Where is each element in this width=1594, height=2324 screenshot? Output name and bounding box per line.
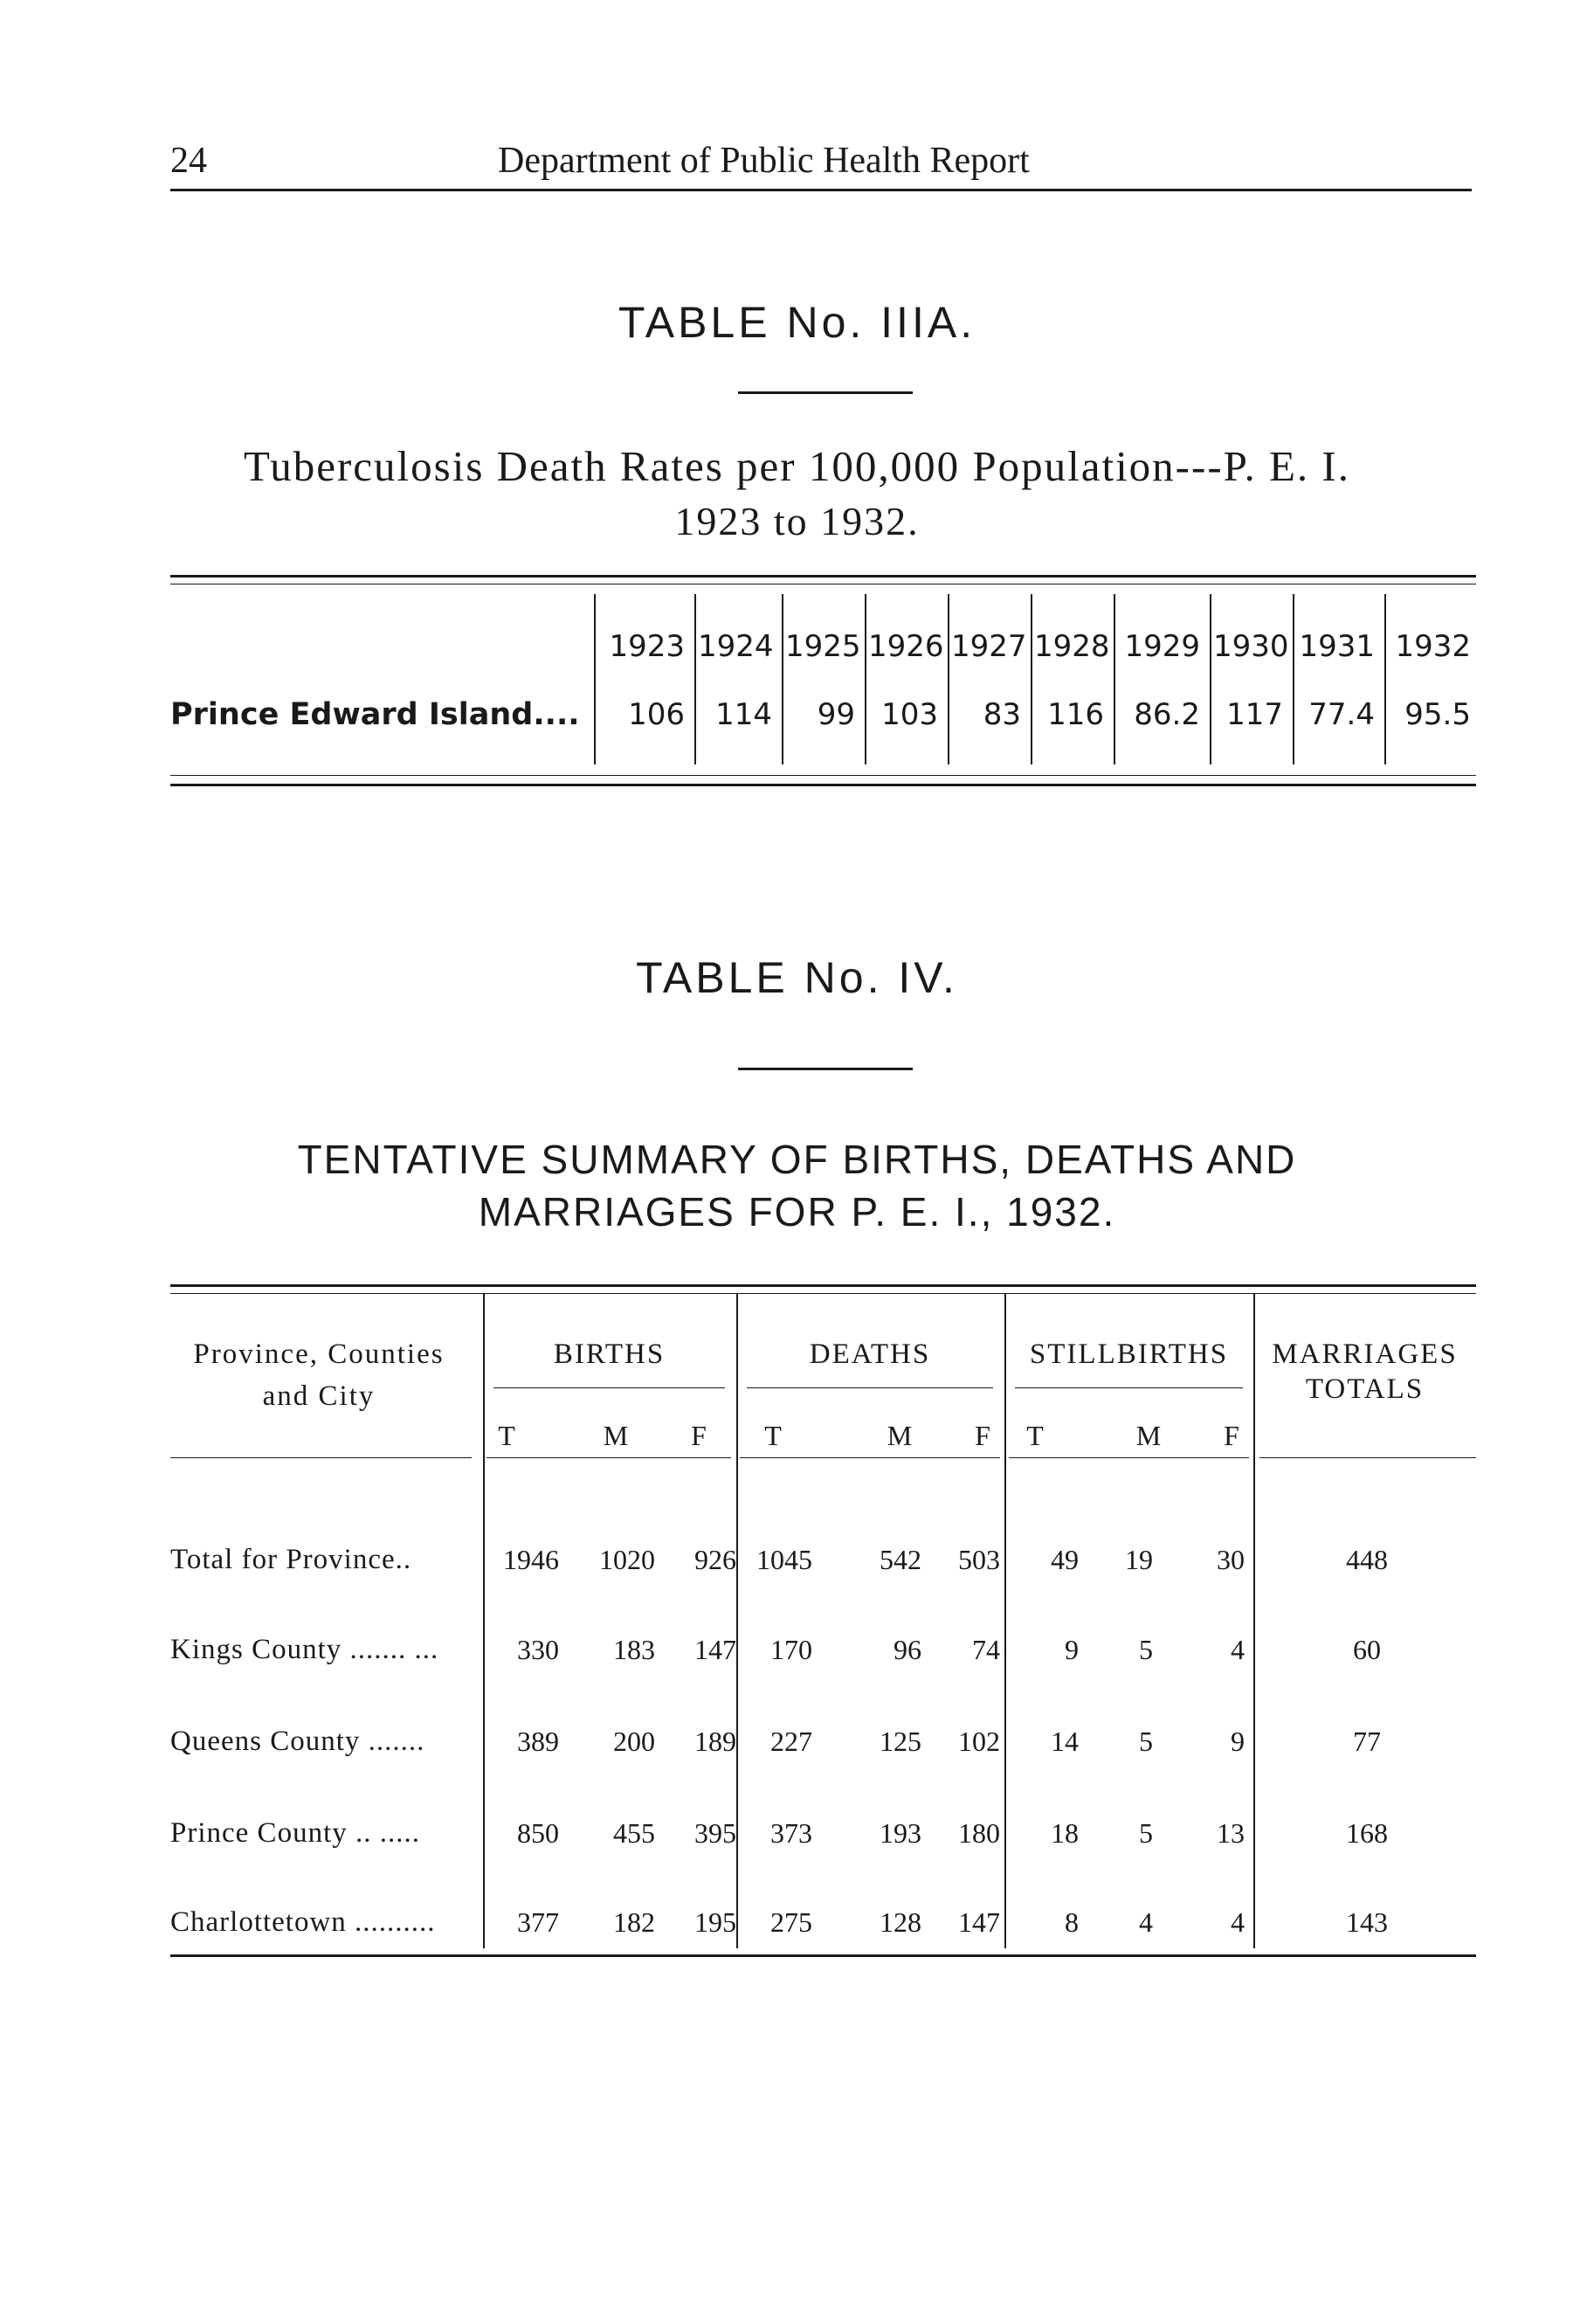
table-4-column-divider — [1004, 1293, 1006, 1948]
table-4-cell: 49 — [1051, 1544, 1079, 1575]
table-4-group-rule — [493, 1387, 725, 1388]
table-4-subheader: F — [1224, 1420, 1239, 1451]
table-4-cell: 147 — [694, 1634, 736, 1665]
table-4-cell: 182 — [613, 1906, 655, 1938]
table-4-cell: 180 — [958, 1817, 1000, 1849]
table-4-cell: 74 — [972, 1634, 1000, 1665]
table-4-cell: 5 — [1139, 1817, 1153, 1849]
table-4-cell: 455 — [613, 1817, 655, 1849]
table-3a-column-divider — [1031, 594, 1032, 764]
table-3a-heading-rule — [738, 391, 913, 394]
table-3a-row-label: Prince Edward Island.... — [170, 697, 580, 732]
table-4-subheader: T — [764, 1420, 782, 1451]
table-4-top-rule-thin — [170, 1293, 1476, 1294]
table-3a-column-divider — [948, 594, 949, 764]
table-3a-column-divider — [594, 594, 596, 764]
table-3a-value: 83 — [983, 697, 1021, 732]
table-4-cell: 195 — [694, 1906, 736, 1938]
table-4-top-rule — [170, 1284, 1476, 1287]
table-3a-year-header: 1925 — [785, 629, 861, 664]
table-4-group-header: DEATHS — [809, 1338, 931, 1370]
table-4-cell: 170 — [770, 1634, 812, 1665]
table-4-heading: TABLE No. IV. — [636, 953, 958, 1002]
header-rule — [170, 189, 1472, 191]
running-header — [170, 131, 1472, 192]
table-3a-column-divider — [1210, 594, 1211, 764]
table-4-subheader: M — [1135, 1420, 1162, 1451]
table-4-marriages-cell: 168 — [1346, 1817, 1388, 1849]
table-4-cell: 389 — [517, 1726, 559, 1757]
table-4-cell: 850 — [517, 1817, 559, 1849]
table-4-group-header: BIRTHS — [553, 1338, 666, 1370]
table-4-subheader: F — [975, 1420, 990, 1451]
table-4-row-label: Charlottetown .......... — [170, 1906, 436, 1938]
table-4-cell: 14 — [1051, 1726, 1079, 1757]
table-4-marriages-header-1: MARRIAGES — [1272, 1338, 1458, 1370]
table-3a-year-header: 1932 — [1395, 629, 1471, 664]
table-4-cell: 5 — [1139, 1634, 1153, 1665]
table-3a-column-divider — [782, 594, 783, 764]
table-3a-year-header: 1930 — [1213, 629, 1289, 664]
table-4-column-divider — [736, 1293, 738, 1948]
table-3a-column-divider — [865, 594, 866, 764]
table-4-cell: 330 — [517, 1634, 559, 1665]
table-4-cell: 5 — [1139, 1726, 1153, 1757]
table-4-cell: 4 — [1231, 1634, 1245, 1665]
table-3a-value: 106 — [628, 697, 685, 732]
page-number: 24 — [170, 141, 207, 181]
table-4-caption-line2: MARRIAGES FOR P. E. I., 1932. — [478, 1189, 1116, 1235]
table-4-cell: 9 — [1065, 1634, 1079, 1665]
table-3a-bottom-rule — [170, 784, 1476, 786]
table-3a-value: 114 — [715, 697, 772, 732]
table-4-subheader: M — [887, 1420, 913, 1451]
table-3a-year-header: 1931 — [1299, 629, 1375, 664]
table-3a-column-divider — [1293, 594, 1294, 764]
table-4-marriages-cell: 77 — [1353, 1726, 1381, 1757]
table-4-cell: 30 — [1217, 1544, 1245, 1575]
table-4-cell: 189 — [694, 1726, 736, 1757]
table-4-cell: 9 — [1231, 1726, 1245, 1757]
table-4-header-rule — [170, 1457, 472, 1458]
table-4-cell: 8 — [1065, 1906, 1079, 1938]
table-3a-year-header: 1924 — [698, 629, 774, 664]
table-4-cell: 128 — [880, 1906, 921, 1938]
table-4-group-rule — [1015, 1387, 1243, 1388]
table-4-header-rule — [486, 1457, 731, 1458]
table-4-cell: 1045 — [756, 1544, 812, 1575]
table-3a-year-header: 1928 — [1034, 629, 1110, 664]
table-4-marriages-cell: 143 — [1346, 1906, 1388, 1938]
table-3a-column-divider — [1384, 594, 1386, 764]
table-3a-top-rule — [170, 575, 1476, 578]
table-4-column-divider — [483, 1293, 485, 1948]
table-4-cell: 275 — [770, 1906, 812, 1938]
table-4-cell: 183 — [613, 1634, 655, 1665]
table-3a-value: 99 — [817, 697, 855, 732]
table-4-cell: 542 — [880, 1544, 921, 1575]
table-4-cell: 200 — [613, 1726, 655, 1757]
table-4-cell: 96 — [894, 1634, 921, 1665]
table-4-cell: 147 — [958, 1906, 1000, 1938]
table-4-row-label: Prince County .. ..... — [170, 1817, 420, 1849]
table-4-cell: 1946 — [503, 1544, 559, 1575]
table-3a-year-header: 1929 — [1124, 629, 1200, 664]
table-4-column-divider — [1253, 1293, 1255, 1948]
table-4-cell: 4 — [1139, 1906, 1153, 1938]
table-3a-value: 117 — [1226, 697, 1283, 732]
table-3a-value: 116 — [1047, 697, 1104, 732]
table-4-marriages-cell: 448 — [1346, 1544, 1388, 1575]
table-4-cell: 125 — [880, 1726, 921, 1757]
table-4-cell: 373 — [770, 1817, 812, 1849]
table-4-cell: 19 — [1125, 1544, 1153, 1575]
table-4-row-label: Kings County ....... ... — [170, 1634, 439, 1665]
table-4-cell: 377 — [517, 1906, 559, 1938]
table-3a-column-divider — [1114, 594, 1115, 764]
table-4-cell: 4 — [1231, 1906, 1245, 1938]
table-3a-value: 103 — [881, 697, 938, 732]
table-4-marriages-cell: 60 — [1353, 1634, 1381, 1665]
table-4-cell: 13 — [1217, 1817, 1245, 1849]
table-4-group-rule — [747, 1387, 993, 1388]
table-4-subheader: M — [603, 1420, 629, 1451]
table-4-header-rule — [1259, 1457, 1476, 1458]
table-4-caption-line1: TENTATIVE SUMMARY OF BIRTHS, DEATHS AND — [297, 1137, 1297, 1182]
table-4-cell: 227 — [770, 1726, 812, 1757]
table-3a-year-header: 1927 — [951, 629, 1027, 664]
table-4-label-header-2: and City — [262, 1380, 376, 1412]
table-3a-subcaption: 1923 to 1932. — [674, 499, 920, 543]
table-3a-bottom-rule-thin — [170, 775, 1476, 776]
table-4-cell: 1020 — [599, 1544, 655, 1575]
table-4-cell: 503 — [958, 1544, 1000, 1575]
table-4-cell: 395 — [694, 1817, 736, 1849]
table-3a-column-divider — [694, 594, 696, 764]
table-4-group-header: STILLBIRTHS — [1029, 1338, 1229, 1370]
table-4-subheader: T — [1026, 1420, 1044, 1451]
table-4-row-label: Total for Province.. — [170, 1544, 412, 1575]
table-4-header-rule — [740, 1457, 1000, 1458]
table-3a-heading: TABLE No. IIIA. — [618, 298, 976, 347]
table-4-cell: 926 — [694, 1544, 736, 1575]
table-3a-value: 95.5 — [1404, 697, 1471, 732]
table-4-subheader: F — [691, 1420, 707, 1451]
table-3a-value: 77.4 — [1308, 697, 1375, 732]
table-4-subheader: T — [498, 1420, 515, 1451]
table-4-heading-rule — [738, 1068, 913, 1070]
table-4-cell: 18 — [1051, 1817, 1079, 1849]
table-4-label-header-1: Province, Counties — [193, 1338, 445, 1370]
table-3a-caption: Tuberculosis Death Rates per 100,000 Population---P. E. I. — [244, 442, 1350, 490]
table-4-row-label: Queens County ....... — [170, 1726, 425, 1757]
running-title: Department of Public Health Report — [498, 141, 1030, 181]
table-4-bottom-rule — [170, 1954, 1476, 1957]
table-4-header-rule — [1009, 1457, 1249, 1458]
table-4-marriages-header-2: TOTALS — [1305, 1373, 1425, 1405]
table-3a-year-header: 1926 — [868, 629, 944, 664]
table-3a-year-header: 1923 — [609, 629, 685, 664]
table-4-cell: 193 — [880, 1817, 921, 1849]
table-4-cell: 102 — [958, 1726, 1000, 1757]
table-3a-value: 86.2 — [1134, 697, 1200, 732]
